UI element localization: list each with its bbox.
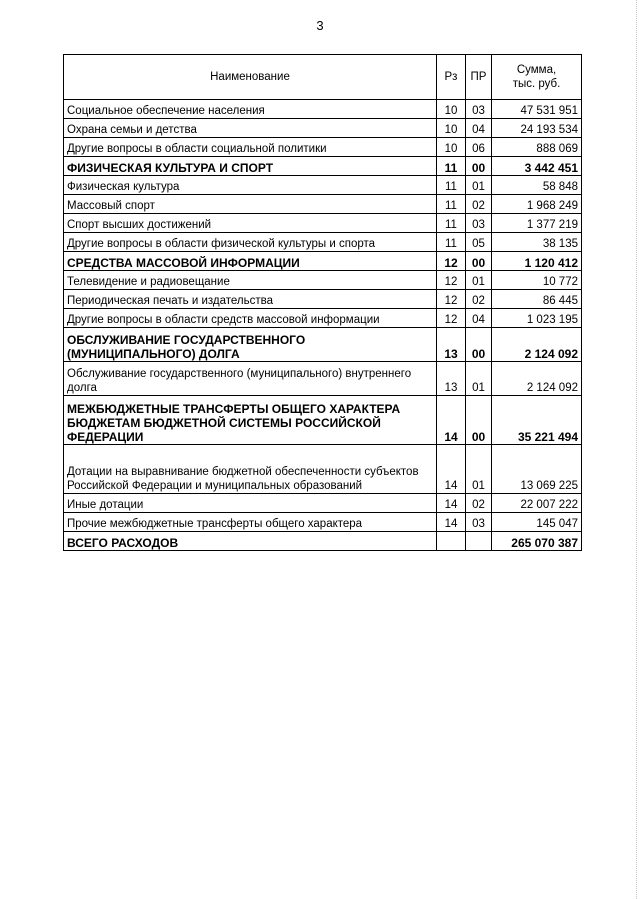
cell-sum: 2 124 092: [492, 362, 582, 396]
cell-name: Телевидение и радиовещание: [64, 271, 437, 290]
header-sum: [492, 55, 582, 100]
cell-rz: 12: [437, 271, 466, 290]
cell-rz: 10: [437, 119, 466, 138]
cell-pr: 02: [466, 195, 492, 214]
cell-rz: 13: [437, 362, 466, 396]
cell-name: Другие вопросы в области средств массовой информации: [64, 309, 437, 328]
table-row: [64, 290, 582, 309]
cell-sum: 10 772: [492, 271, 582, 290]
table-row: [64, 157, 582, 176]
cell-sum: 145 047: [492, 513, 582, 532]
table-row: [64, 100, 582, 119]
cell-pr: 06: [466, 138, 492, 157]
cell-pr: 01: [466, 362, 492, 396]
table-row: [64, 119, 582, 138]
cell-pr: 01: [466, 445, 492, 494]
page-number: 3: [316, 18, 324, 33]
cell-rz: 11: [437, 214, 466, 233]
cell-rz: [437, 532, 466, 551]
table-row: [64, 252, 582, 271]
cell-pr: 03: [466, 214, 492, 233]
table-row: [64, 362, 582, 396]
cell-rz: 11: [437, 233, 466, 252]
cell-pr: 03: [466, 513, 492, 532]
cell-rz: 12: [437, 252, 466, 271]
cell-pr: 01: [466, 271, 492, 290]
cell-name: Социальное обеспечение населения: [64, 100, 437, 119]
cell-name: Дотации на выравнивание бюджетной обеспеченности субъектов Российской Федерации и муниципальных образований: [64, 445, 437, 494]
cell-sum: 2 124 092: [492, 328, 582, 362]
cell-rz: 14: [437, 513, 466, 532]
table-row: [64, 396, 582, 445]
cell-sum: 35 221 494: [492, 396, 582, 445]
table-row: [64, 532, 582, 551]
cell-sum: 58 848: [492, 176, 582, 195]
table-row: [64, 513, 582, 532]
cell-pr: 04: [466, 119, 492, 138]
cell-pr: 02: [466, 494, 492, 513]
cell-rz: 13: [437, 328, 466, 362]
table-row: [64, 233, 582, 252]
cell-sum: 86 445: [492, 290, 582, 309]
table-row: [64, 328, 582, 362]
cell-sum: 13 069 225: [492, 445, 582, 494]
cell-rz: 12: [437, 309, 466, 328]
table-row: [64, 445, 582, 494]
cell-name: Другие вопросы в области социальной политики: [64, 138, 437, 157]
cell-name: Иные дотации: [64, 494, 437, 513]
header-rz: Рз: [437, 55, 466, 100]
cell-name: Охрана семьи и детства: [64, 119, 437, 138]
cell-pr: 00: [466, 157, 492, 176]
header-sum-line2: тыс. руб.: [512, 78, 561, 90]
table-body: [64, 100, 582, 551]
cell-sum: 1 120 412: [492, 252, 582, 271]
cell-rz: 10: [437, 100, 466, 119]
cell-name: МЕЖБЮДЖЕТНЫЕ ТРАНСФЕРТЫ ОБЩЕГО ХАРАКТЕРА БЮДЖЕТАМ БЮДЖЕТНОЙ СИСТЕМЫ РОССИЙСКОЙ ФЕДЕРАЦИИ: [64, 396, 437, 445]
table-row: [64, 309, 582, 328]
cell-pr: 00: [466, 328, 492, 362]
cell-sum: 265 070 387: [492, 532, 582, 551]
cell-rz: 11: [437, 176, 466, 195]
cell-pr: 00: [466, 396, 492, 445]
cell-pr: 00: [466, 252, 492, 271]
table-row: [64, 138, 582, 157]
cell-sum: 3 442 451: [492, 157, 582, 176]
cell-name: Периодическая печать и издательства: [64, 290, 437, 309]
cell-name: Физическая культура: [64, 176, 437, 195]
cell-rz: 10: [437, 138, 466, 157]
cell-name: Прочие межбюджетные трансферты общего характера: [64, 513, 437, 532]
budget-expenses-table: [63, 54, 582, 551]
table-row: [64, 195, 582, 214]
cell-rz: 11: [437, 195, 466, 214]
cell-sum: 1 377 219: [492, 214, 582, 233]
cell-pr: 01: [466, 176, 492, 195]
cell-pr: 05: [466, 233, 492, 252]
cell-rz: 12: [437, 290, 466, 309]
header-name: Наименование: [64, 55, 437, 100]
cell-name: ВСЕГО РАСХОДОВ: [64, 532, 437, 551]
cell-pr: 02: [466, 290, 492, 309]
scan-edge-line: [636, 0, 638, 899]
cell-sum: 888 069: [492, 138, 582, 157]
cell-sum: 38 135: [492, 233, 582, 252]
table-row: [64, 214, 582, 233]
cell-name: Обслуживание государственного (муниципального) внутреннего долга: [64, 362, 437, 396]
cell-name: СРЕДСТВА МАССОВОЙ ИНФОРМАЦИИ: [64, 252, 437, 271]
cell-rz: 14: [437, 445, 466, 494]
table-row: [64, 494, 582, 513]
cell-name: Массовый спорт: [64, 195, 437, 214]
cell-name: ОБСЛУЖИВАНИЕ ГОСУДАРСТВЕННОГО (МУНИЦИПАЛЬНОГО) ДОЛГА: [64, 328, 437, 362]
cell-sum: 22 007 222: [492, 494, 582, 513]
cell-sum: 47 531 951: [492, 100, 582, 119]
cell-pr: 03: [466, 100, 492, 119]
header-sum-line1: Сумма,: [516, 64, 557, 76]
cell-name: Спорт высших достижений: [64, 214, 437, 233]
cell-name: Другие вопросы в области физической культуры и спорта: [64, 233, 437, 252]
table-row: [64, 176, 582, 195]
cell-rz: 14: [437, 494, 466, 513]
table-row: [64, 271, 582, 290]
cell-sum: 24 193 534: [492, 119, 582, 138]
header-pr: ПР: [466, 55, 492, 100]
cell-name: ФИЗИЧЕСКАЯ КУЛЬТУРА И СПОРТ: [64, 157, 437, 176]
cell-sum: 1 968 249: [492, 195, 582, 214]
cell-rz: 11: [437, 157, 466, 176]
cell-sum: 1 023 195: [492, 309, 582, 328]
cell-pr: 04: [466, 309, 492, 328]
table-header-row: [64, 55, 582, 100]
cell-pr: [466, 532, 492, 551]
cell-rz: 14: [437, 396, 466, 445]
